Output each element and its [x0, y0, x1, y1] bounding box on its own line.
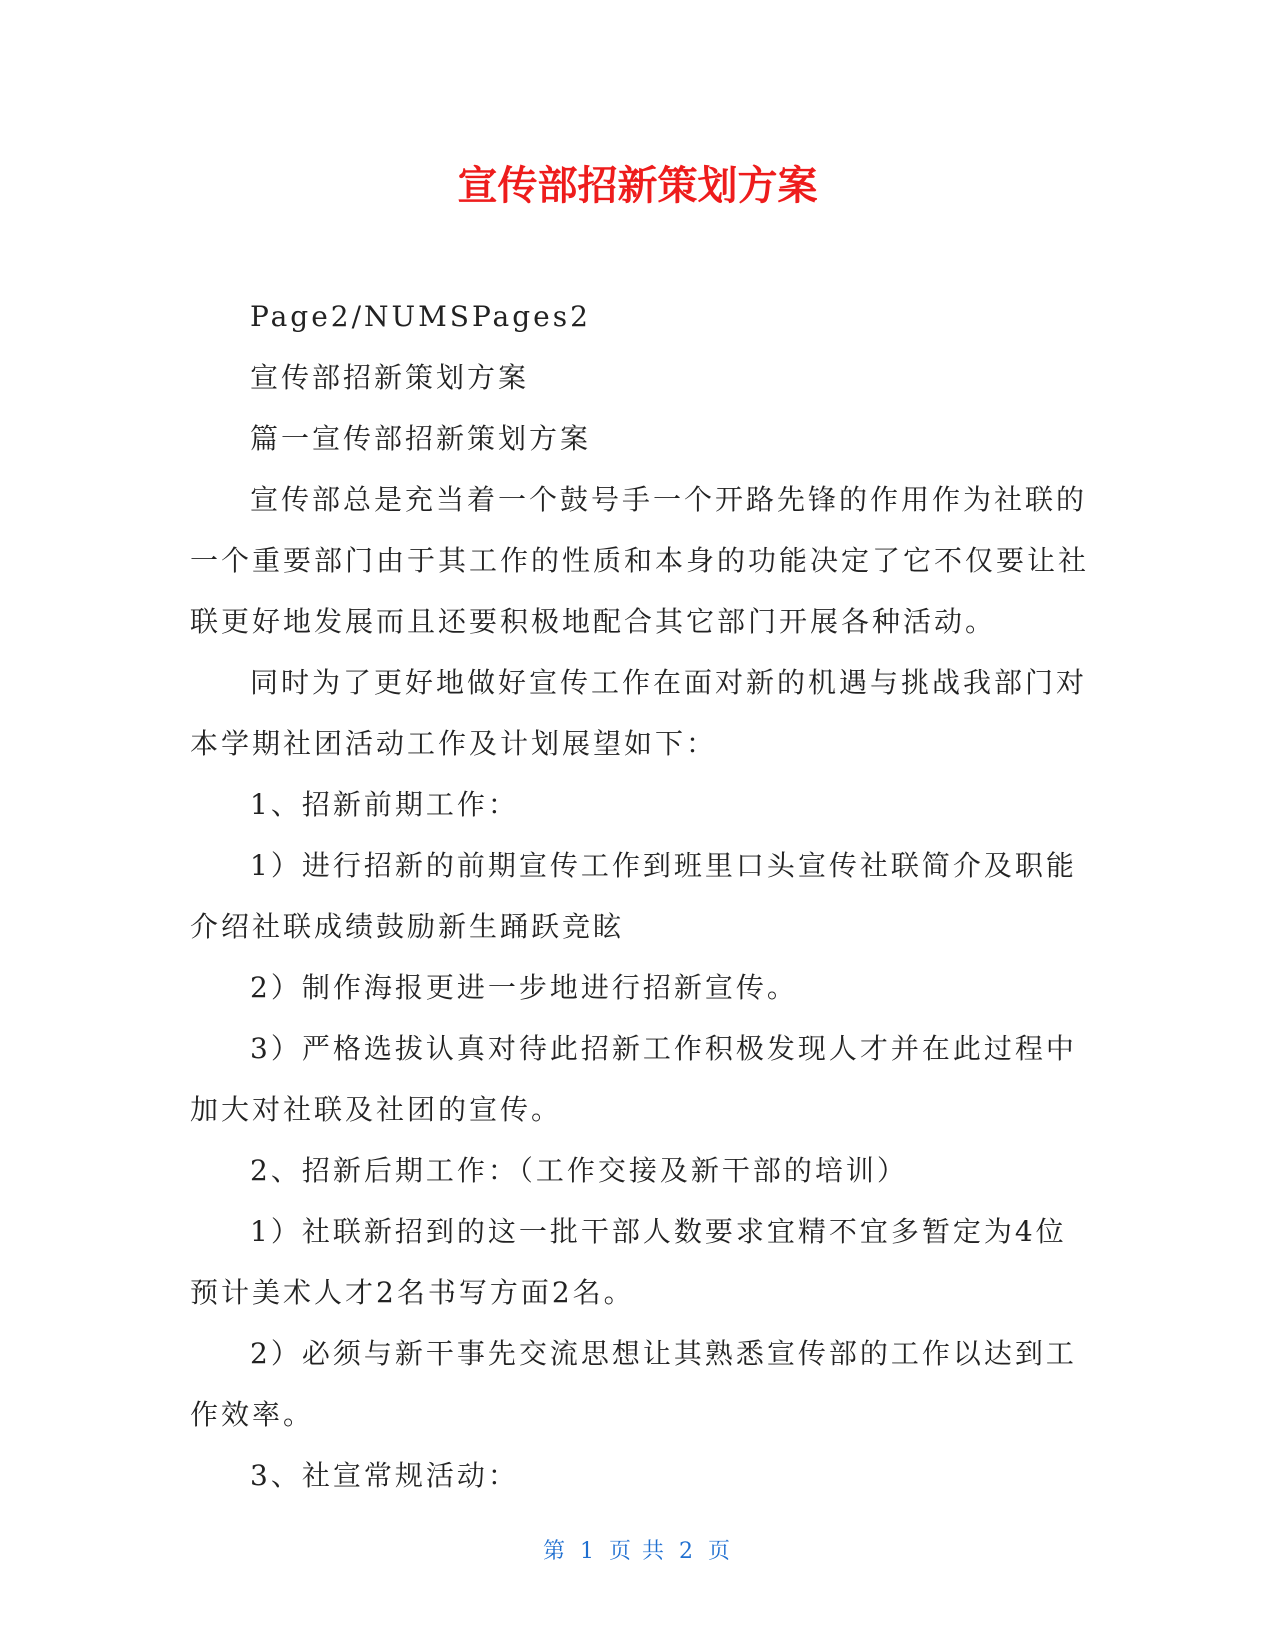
document-body — [190, 286, 1090, 1506]
footer-prefix: 第 — [542, 1539, 567, 1564]
header-line: Page2/NUMSPages2 — [250, 300, 591, 333]
list-item: 2）必须与新干事先交流思想让其熟悉宣传部的工作以达到工作效率。 — [190, 1337, 1077, 1431]
footer-suffix: 页 — [708, 1539, 733, 1564]
list-item: 3）严格选拔认真对待此招新工作积极发现人才并在此过程中加大对社联及社团的宣传。 — [190, 1032, 1077, 1126]
total-pages-number: 2 — [679, 1539, 695, 1564]
paragraph-intro: 宣传部总是充当着一个鼓号手一个开路先锋的作用作为社联的一个重要部门由于其工作的性质和本身的功能决定了它不仅要让社联更好地发展而且还要积极地配合其它部门开展各种活动。 — [190, 483, 1090, 638]
paragraph-plan: 同时为了更好地做好宣传工作在面对新的机遇与挑战我部门对本学期社团活动工作及计划展望如下： — [190, 666, 1088, 760]
page-title: 宣传部招新策划方案 — [457, 163, 818, 209]
list-heading-1: 1、招新前期工作： — [250, 788, 519, 821]
page-footer — [0, 1537, 1275, 1567]
section-heading: 篇一宣传部招新策划方案 — [250, 422, 592, 455]
document-subtitle: 宣传部招新策划方案 — [250, 361, 530, 394]
list-heading-2: 2、招新后期工作：（工作交接及新干部的培训） — [250, 1154, 908, 1187]
list-item: 1）进行招新的前期宣传工作到班里口头宣传社联简介及职能介绍社联成绩鼓励新生踊跃竞眩 — [190, 849, 1077, 943]
list-item: 2）制作海报更进一步地进行招新宣传。 — [250, 971, 798, 1004]
list-heading-3: 3、社宣常规活动： — [250, 1459, 519, 1492]
current-page-number: 1 — [580, 1539, 596, 1564]
footer-middle: 页 共 — [609, 1539, 666, 1564]
list-item: 1）社联新招到的这一批干部人数要求宜精不宜多暂定为4位预计美术人才2名书写方面2名。 — [190, 1215, 1067, 1309]
